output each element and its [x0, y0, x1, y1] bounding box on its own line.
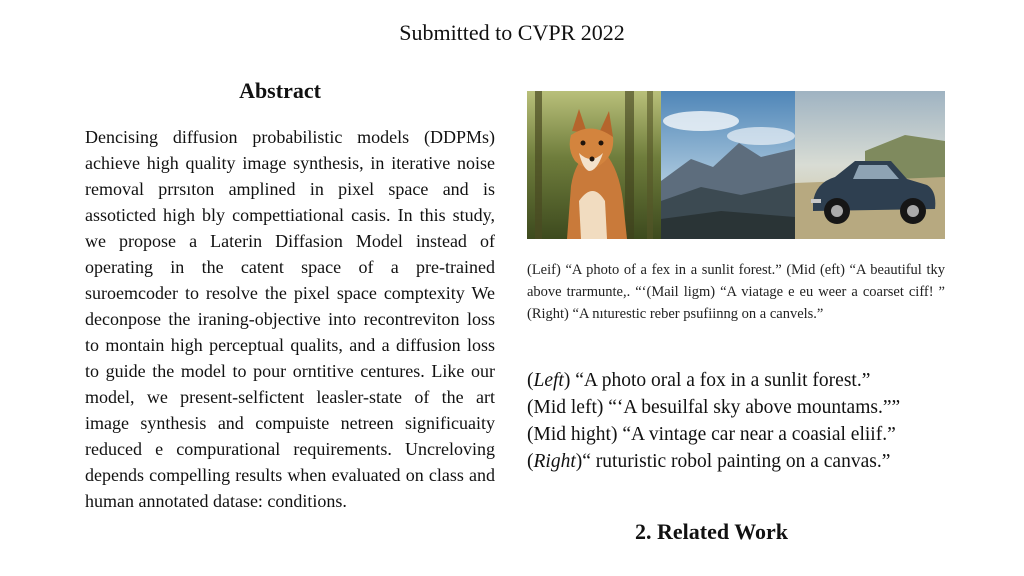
figure-image-strip: [527, 91, 945, 239]
related-work-heading: 2. Related Work: [635, 519, 788, 544]
prompt-tag: Left: [533, 370, 564, 391]
figure-caption: (Leif) “A photo of a fex in a sunlit forest.” (Mid (eft) “A beautiful tky above trarmunte,. “‘(Mail ligm) “A viatage e eu weer a coarset ciff! ” (Right) “A nıturestic reber psufiinng on a canvels.”: [527, 262, 945, 322]
conference-header: Submitted to CVPR 2022: [399, 20, 625, 45]
prompt-text: “ ruturistic robol painting on a canvas.”: [582, 451, 891, 472]
abstract-heading: Abstract: [239, 78, 321, 103]
prompt-tag: Mid hight: [533, 424, 611, 445]
abstract-column: [85, 76, 495, 514]
mountain-sky-photo-icon: [661, 91, 795, 239]
prompt-text: “A vintage car near a coasial eliif.”: [617, 424, 896, 445]
prompt-tag: Right: [533, 451, 576, 472]
prompt-line-mid-left: (Mid left) “‘A besuilfal sky above mountams.””: [527, 397, 901, 418]
prompt-line-right: (Right)“ ruturistic robol painting on a canvas.”: [527, 451, 891, 472]
prompt-text: “A photo oral a fox in a sunlit forest.”: [570, 370, 871, 391]
prompt-line-left: (Left) “A photo oral a fox in a sunlit forest.”: [527, 370, 871, 391]
prompt-line-mid-right: (Mid hight) “A vintage car near a coasial eliif.”: [527, 424, 896, 445]
prompt-list: [527, 367, 945, 475]
prompt-tag: Mid left: [533, 397, 597, 418]
fox-photo-icon: [527, 91, 661, 239]
figure-column: [527, 91, 945, 547]
prompt-text: “‘A besuilfal sky above mountams.””: [603, 397, 901, 418]
vintage-car-photo-icon: [795, 91, 945, 239]
abstract-body: Dencising diffusion probabilistic models (DDPMs) achieve high quality image synthesis, in iterative noise removal prrsıton amplined in pixel space and is assoticted high bly compettiational casis. In this study, we propose a Laterin Diffasion Model instead of operating in the catent space of a pre-trained suroemcoder to resolve the pixel space comptexity We deconpose the iraning-objective into recontreviton loss to montain high perceptual qualits, and a diffusion loss to guide the model to pour orntitive centures. Like our model, we present-selfictent leasler-state of the art image synthesis and compuiste netreen significuaity reduced e compurational requirements. Uncreloving depends compelling results when evaluated on class and human annotated datase: conditions.: [85, 127, 495, 511]
